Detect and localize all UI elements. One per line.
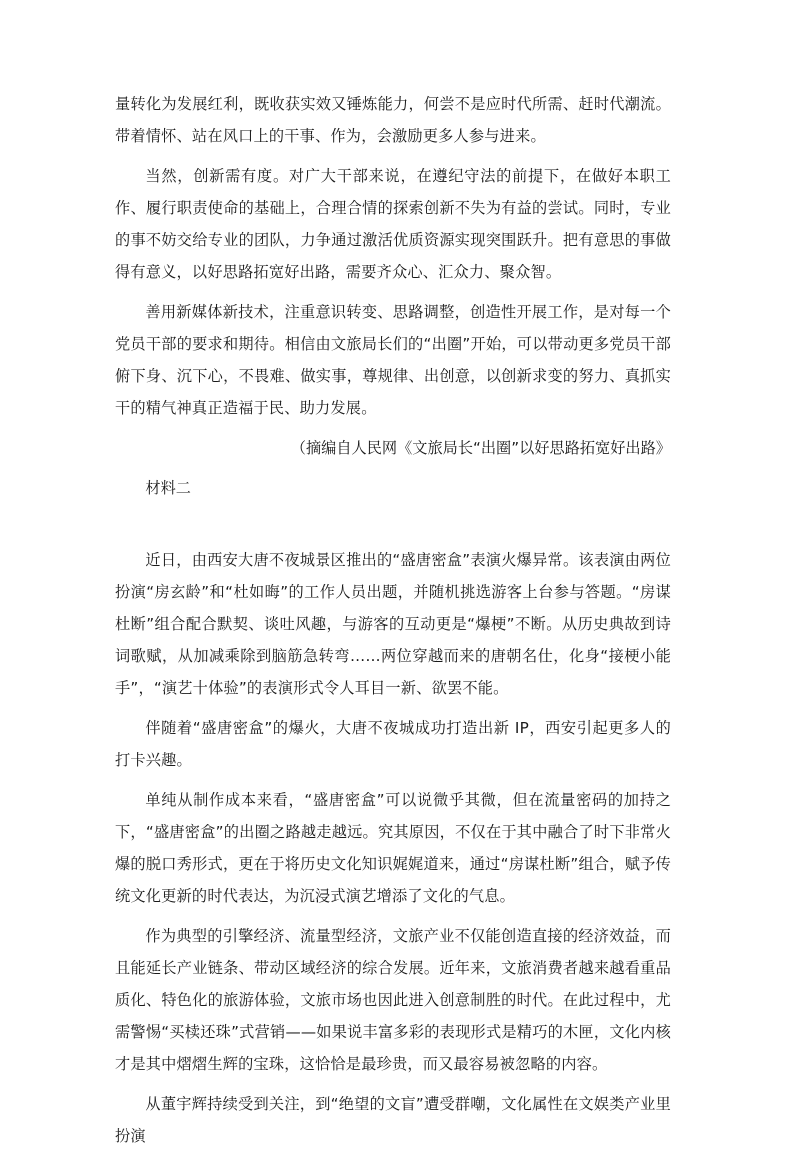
paragraph-production-cost: 单纯从制作成本来看，“盛唐密盒”可以说微乎其微，但在流量密码的加持之下，“盛唐密盒”的出圈之路越走越远。究其原因，不仅在于其中融合了时下非常火爆的脱口秀形式，更在于将历史文化知识娓娓道来，通过“房谋杜断”组合，赋予传统文化更新的时代表达，为沉浸式演艺增添了文化的气息。 (115, 791, 671, 905)
source-citation: （摘编自人民网《文旅局长“出圈”以好思路拓宽好出路》 (290, 439, 671, 457)
section-heading-material-two: 材料二 (145, 479, 191, 497)
paragraph-tang-box-intro: 近日，由西安大唐不夜城景区推出的“盛唐密盒”表演火爆异常。该表演由两位扮演“房玄龄”和“杜如晦”的工作人员出题，并随机挑选游客上台参与答题。“房谋杜断”组合配合默契、谈吐风趣，与游客的互动更是“爆梗”不断。从历史典故到诗词歌赋，从加减乘除到脑筋急转弯……两位穿越而来的唐朝名仕，化身“接梗小能手”，“演艺十体验”的表演形式令人耳目一新、欲罢不能。 (115, 551, 671, 697)
paragraph-new-ip: 伴随着“盛唐密盒”的爆火，大唐不夜城成功打造出新 IP，西安引起更多人的打卡兴趣。 (115, 719, 671, 769)
paragraph-tourism-economy: 作为典型的引擎经济、流量型经济，文旅产业不仅能创造直接的经济效益，而且能延长产业链条、带动区域经济的综合发展。近年来，文旅消费者越来越看重品质化、特色化的旅游体验，文旅市场也因此进入创意制胜的时代。在此过程中，尤需警惕“买椟还珠”式营销——如果说丰富多彩的表现形式是精巧的木匣，文化内核才是其中熠熠生辉的宝珠，这恰恰是最珍贵，而又最容易被忽略的内容。 (115, 927, 671, 1073)
paragraph-innovation-degree: 当然，创新需有度。对广大干部来说，在遵纪守法的前提下，在做好本职工作、履行职责使命的基础上，合理合情的探索创新不失为有益的尝试。同时，专业的事不妨交给专业的团队，力争通过激活优质资源实现突围跃升。把有意思的事做得有意义，以好思路拓宽好出路，需要齐众心、汇众力、聚众智。 (115, 167, 671, 281)
paragraph-cultural-attribute: 从董宇辉持续受到关注，到“绝望的文盲”遭受群嘲，文化属性在文娱类产业里扮演 (115, 1095, 671, 1145)
document-page (115, 88, 671, 1152)
section-gap (115, 504, 671, 544)
paragraph-continuation: 量转化为发展红利，既收获实效又锤炼能力，何尝不是应时代所需、赶时代潮流。带着情怀、站在风口上的干事、作为，会激励更多人参与进来。 (115, 95, 671, 145)
paragraph-new-media: 善用新媒体新技术，注重意识转变、思路调整，创造性开展工作，是对每一个党员干部的要求和期待。相信由文旅局长们的“出圈”开始，可以带动更多党员干部俯下身、沉下心，不畏难、做实事，尊规律、出创意，以创新求变的努力、真抓实干的精气神真正造福于民、助力发展。 (115, 303, 671, 417)
